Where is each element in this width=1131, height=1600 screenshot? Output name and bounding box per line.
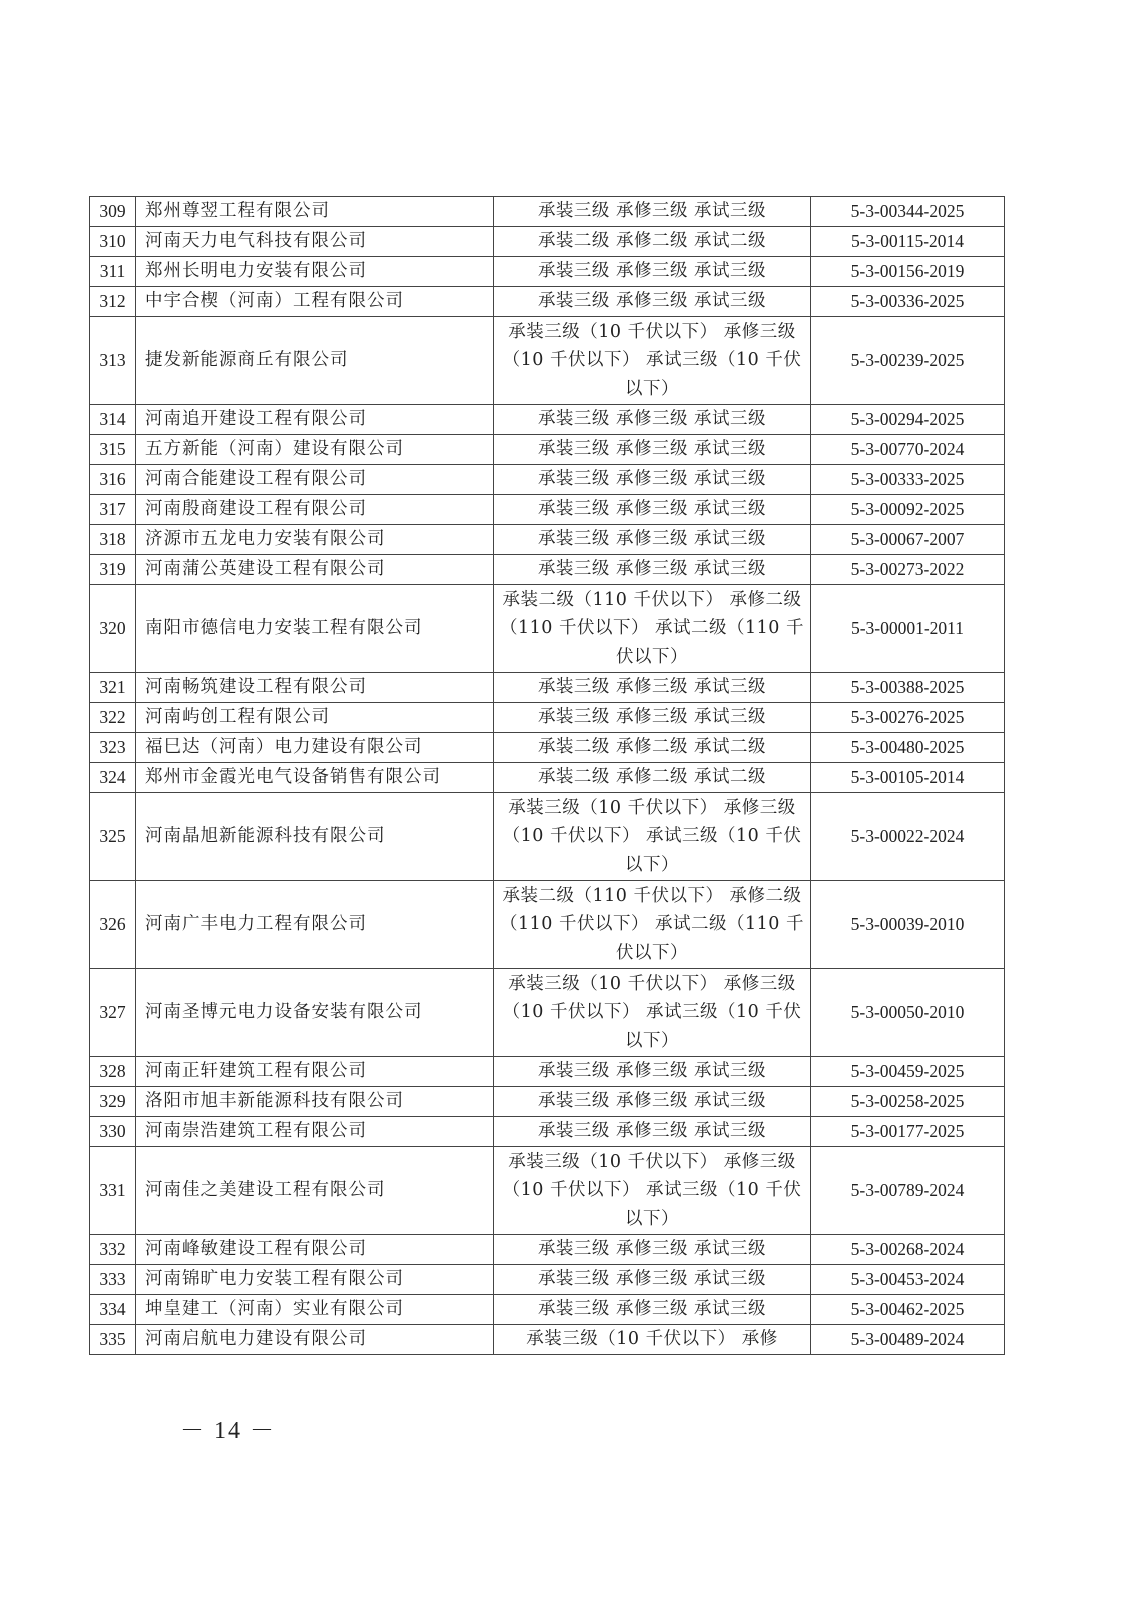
qualification-cell: 承装三级 承修三级 承试三级 — [494, 1057, 811, 1087]
qualification-cell: 承装三级 承修三级 承试三级 — [494, 257, 811, 287]
table-row — [90, 465, 1005, 495]
qualification-cell: 承装三级 承修三级 承试三级 — [494, 1295, 811, 1325]
qualification-cell: 承装三级 承修三级 承试三级 — [494, 1087, 811, 1117]
company-name-cell: 中宇合楔（河南）工程有限公司 — [136, 287, 494, 317]
table-row — [90, 1265, 1005, 1295]
qualification-cell: 承装三级 承修三级 承试三级 — [494, 1265, 811, 1295]
table-row — [90, 525, 1005, 555]
certificate-number-cell: 5-3-00050-2010 — [811, 969, 1005, 1057]
row-number-cell: 317 — [90, 495, 136, 525]
table-row — [90, 555, 1005, 585]
table-row — [90, 495, 1005, 525]
qualification-cell: 承装三级 承修三级 承试三级 — [494, 287, 811, 317]
table-row — [90, 435, 1005, 465]
qualification-cell: 承装三级（10 千伏以下） 承修三级（10 千伏以下） 承试三级（10 千伏以下） — [494, 317, 811, 405]
qualification-cell: 承装三级 承修三级 承试三级 — [494, 435, 811, 465]
certificate-number-cell: 5-3-00462-2025 — [811, 1295, 1005, 1325]
table-row — [90, 793, 1005, 881]
row-number-cell: 310 — [90, 227, 136, 257]
certificate-number-cell: 5-3-00789-2024 — [811, 1147, 1005, 1235]
company-name-cell: 洛阳市旭丰新能源科技有限公司 — [136, 1087, 494, 1117]
table-row — [90, 703, 1005, 733]
row-number-cell: 316 — [90, 465, 136, 495]
company-name-cell: 河南圣博元电力设备安装有限公司 — [136, 969, 494, 1057]
qualification-cell: 承装三级 承修三级 承试三级 — [494, 525, 811, 555]
row-number-cell: 323 — [90, 733, 136, 763]
row-number-cell: 335 — [90, 1325, 136, 1355]
qualification-cell: 承装三级 承修三级 承试三级 — [494, 673, 811, 703]
certificate-number-cell: 5-3-00453-2024 — [811, 1265, 1005, 1295]
row-number-cell: 328 — [90, 1057, 136, 1087]
row-number-cell: 331 — [90, 1147, 136, 1235]
qualification-cell: 承装三级（10 千伏以下） 承修三级（10 千伏以下） 承试三级（10 千伏以下） — [494, 793, 811, 881]
company-name-cell: 济源市五龙电力安装有限公司 — [136, 525, 494, 555]
certificate-number-cell: 5-3-00333-2025 — [811, 465, 1005, 495]
certificate-number-cell: 5-3-00276-2025 — [811, 703, 1005, 733]
certificate-number-cell: 5-3-00388-2025 — [811, 673, 1005, 703]
row-number-cell: 313 — [90, 317, 136, 405]
certificate-number-cell: 5-3-00344-2025 — [811, 197, 1005, 227]
certificate-number-cell: 5-3-00001-2011 — [811, 585, 1005, 673]
company-name-cell: 河南屿创工程有限公司 — [136, 703, 494, 733]
company-name-cell: 河南佳之美建设工程有限公司 — [136, 1147, 494, 1235]
row-number-cell: 320 — [90, 585, 136, 673]
certificate-number-cell: 5-3-00105-2014 — [811, 763, 1005, 793]
qualification-cell: 承装三级（10 千伏以下） 承修 — [494, 1325, 811, 1355]
company-name-cell: 五方新能（河南）建设有限公司 — [136, 435, 494, 465]
company-name-cell: 河南崇浩建筑工程有限公司 — [136, 1117, 494, 1147]
row-number-cell: 329 — [90, 1087, 136, 1117]
page-number: － 14 － — [180, 1418, 276, 1444]
certificate-number-cell: 5-3-00459-2025 — [811, 1057, 1005, 1087]
table-row — [90, 405, 1005, 435]
company-name-cell: 河南合能建设工程有限公司 — [136, 465, 494, 495]
row-number-cell: 315 — [90, 435, 136, 465]
company-name-cell: 坤皇建工（河南）实业有限公司 — [136, 1295, 494, 1325]
table-row — [90, 969, 1005, 1057]
row-number-cell: 334 — [90, 1295, 136, 1325]
certificate-number-cell: 5-3-00067-2007 — [811, 525, 1005, 555]
certificate-number-cell: 5-3-00770-2024 — [811, 435, 1005, 465]
table-row — [90, 1295, 1005, 1325]
table-row — [90, 1057, 1005, 1087]
company-name-cell: 捷发新能源商丘有限公司 — [136, 317, 494, 405]
row-number-cell: 327 — [90, 969, 136, 1057]
row-number-cell: 321 — [90, 673, 136, 703]
row-number-cell: 311 — [90, 257, 136, 287]
qualification-cell: 承装二级 承修二级 承试二级 — [494, 763, 811, 793]
qualification-cell: 承装三级 承修三级 承试三级 — [494, 555, 811, 585]
certificate-number-cell: 5-3-00273-2022 — [811, 555, 1005, 585]
qualification-cell: 承装三级 承修三级 承试三级 — [494, 1235, 811, 1265]
table-row — [90, 585, 1005, 673]
qualification-cell: 承装三级 承修三级 承试三级 — [494, 495, 811, 525]
table-row — [90, 1147, 1005, 1235]
row-number-cell: 333 — [90, 1265, 136, 1295]
table-row — [90, 227, 1005, 257]
table-row — [90, 1235, 1005, 1265]
qualification-cell: 承装三级（10 千伏以下） 承修三级（10 千伏以下） 承试三级（10 千伏以下） — [494, 1147, 811, 1235]
row-number-cell: 326 — [90, 881, 136, 969]
qualification-cell: 承装二级 承修二级 承试二级 — [494, 227, 811, 257]
row-number-cell: 330 — [90, 1117, 136, 1147]
row-number-cell: 332 — [90, 1235, 136, 1265]
certificate-number-cell: 5-3-00039-2010 — [811, 881, 1005, 969]
qualification-cell: 承装三级 承修三级 承试三级 — [494, 405, 811, 435]
row-number-cell: 318 — [90, 525, 136, 555]
row-number-cell: 324 — [90, 763, 136, 793]
row-number-cell: 309 — [90, 197, 136, 227]
qualification-cell: 承装三级 承修三级 承试三级 — [494, 1117, 811, 1147]
company-name-cell: 河南广丰电力工程有限公司 — [136, 881, 494, 969]
table-row — [90, 763, 1005, 793]
table-row — [90, 1325, 1005, 1355]
company-name-cell: 河南殷商建设工程有限公司 — [136, 495, 494, 525]
table-row — [90, 287, 1005, 317]
qualification-cell: 承装三级（10 千伏以下） 承修三级（10 千伏以下） 承试三级（10 千伏以下） — [494, 969, 811, 1057]
company-name-cell: 河南蒲公英建设工程有限公司 — [136, 555, 494, 585]
company-name-cell: 河南畅筑建设工程有限公司 — [136, 673, 494, 703]
table-row — [90, 317, 1005, 405]
qualification-cell: 承装二级（110 千伏以下） 承修二级（110 千伏以下） 承试二级（110 千伏以下） — [494, 585, 811, 673]
table-row — [90, 1117, 1005, 1147]
company-name-cell: 河南追开建设工程有限公司 — [136, 405, 494, 435]
company-name-cell: 福巳达（河南）电力建设有限公司 — [136, 733, 494, 763]
company-name-cell: 郑州长明电力安装有限公司 — [136, 257, 494, 287]
table-row — [90, 673, 1005, 703]
certificate-number-cell: 5-3-00336-2025 — [811, 287, 1005, 317]
table-row — [90, 733, 1005, 763]
table-row — [90, 197, 1005, 227]
row-number-cell: 319 — [90, 555, 136, 585]
table-row — [90, 1087, 1005, 1117]
company-name-cell: 河南天力电气科技有限公司 — [136, 227, 494, 257]
certificate-number-cell: 5-3-00489-2024 — [811, 1325, 1005, 1355]
qualification-table — [89, 196, 1005, 1355]
qualification-cell: 承装二级（110 千伏以下） 承修二级（110 千伏以下） 承试二级（110 千伏以下） — [494, 881, 811, 969]
certificate-number-cell: 5-3-00156-2019 — [811, 257, 1005, 287]
company-name-cell: 南阳市德信电力安装工程有限公司 — [136, 585, 494, 673]
certificate-number-cell: 5-3-00294-2025 — [811, 405, 1005, 435]
table-body — [90, 197, 1005, 1355]
row-number-cell: 322 — [90, 703, 136, 733]
qualification-cell: 承装三级 承修三级 承试三级 — [494, 703, 811, 733]
row-number-cell: 325 — [90, 793, 136, 881]
certificate-number-cell: 5-3-00115-2014 — [811, 227, 1005, 257]
company-name-cell: 河南锦旷电力安装工程有限公司 — [136, 1265, 494, 1295]
qualification-cell: 承装三级 承修三级 承试三级 — [494, 465, 811, 495]
certificate-number-cell: 5-3-00258-2025 — [811, 1087, 1005, 1117]
certificate-number-cell: 5-3-00239-2025 — [811, 317, 1005, 405]
company-name-cell: 河南正轩建筑工程有限公司 — [136, 1057, 494, 1087]
qualification-cell: 承装二级 承修二级 承试二级 — [494, 733, 811, 763]
row-number-cell: 314 — [90, 405, 136, 435]
table-row — [90, 257, 1005, 287]
table-row — [90, 881, 1005, 969]
certificate-number-cell: 5-3-00480-2025 — [811, 733, 1005, 763]
company-name-cell: 郑州尊翌工程有限公司 — [136, 197, 494, 227]
row-number-cell: 312 — [90, 287, 136, 317]
company-name-cell: 河南峰敏建设工程有限公司 — [136, 1235, 494, 1265]
qualification-cell: 承装三级 承修三级 承试三级 — [494, 197, 811, 227]
company-name-cell: 河南启航电力建设有限公司 — [136, 1325, 494, 1355]
company-name-cell: 郑州市金霞光电气设备销售有限公司 — [136, 763, 494, 793]
certificate-number-cell: 5-3-00092-2025 — [811, 495, 1005, 525]
certificate-number-cell: 5-3-00022-2024 — [811, 793, 1005, 881]
certificate-number-cell: 5-3-00177-2025 — [811, 1117, 1005, 1147]
company-name-cell: 河南晶旭新能源科技有限公司 — [136, 793, 494, 881]
certificate-number-cell: 5-3-00268-2024 — [811, 1235, 1005, 1265]
